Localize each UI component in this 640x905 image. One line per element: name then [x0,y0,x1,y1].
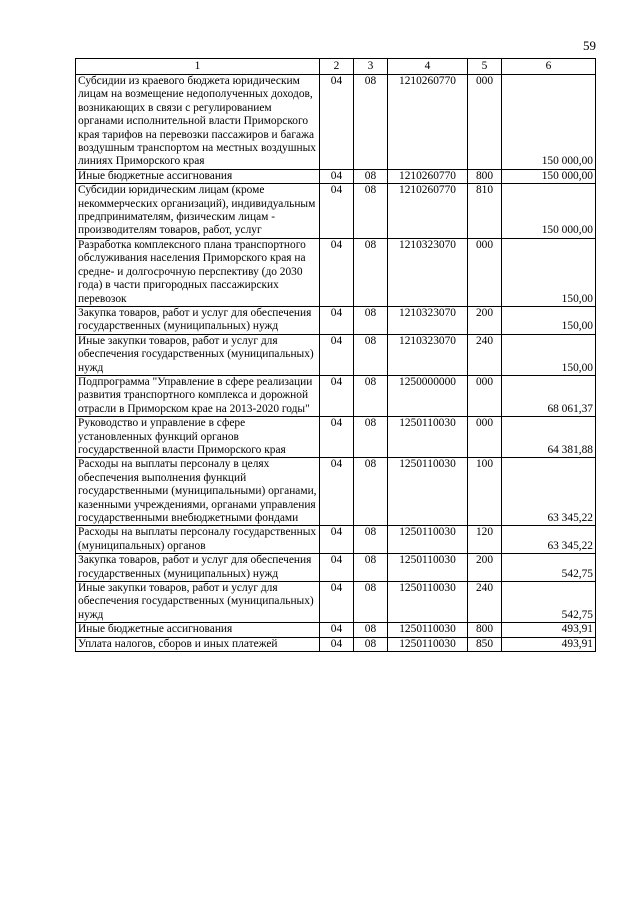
row-section-cell: 04 [320,184,354,239]
header-cell: 2 [320,59,354,75]
row-name-cell: Субсидии из краевого бюджета юридическим лицам на возмещение недополученных доходов, возникающих в связи с регулированием органами исполнительной власти Приморского края тарифов на перевозки пассажиров и багажа воздушным транспортом на местных воздушных линиях Приморского края [76,75,320,170]
table-row [76,417,596,458]
row-section-cell: 04 [320,554,354,582]
row-expense-type-cell: 120 [468,526,502,554]
row-target-article-cell: 1250110030 [388,458,468,526]
row-target-article-cell: 1250110030 [388,637,468,651]
row-section-cell: 04 [320,526,354,554]
row-subsection-cell: 08 [354,375,388,416]
row-section-cell: 04 [320,169,354,183]
row-expense-type-cell: 000 [468,238,502,306]
row-subsection-cell: 08 [354,582,388,623]
row-name-cell: Расходы на выплаты персоналу в целях обеспечения выполнения функций государственными (муниципальными) органами, казенными учреждениями, органами управления государственными внебюджетными фондами [76,458,320,526]
row-name-cell: Расходы на выплаты персоналу государственных (муниципальных) органов [76,526,320,554]
row-expense-type-cell: 240 [468,582,502,623]
row-name-cell: Подпрограмма "Управление в сфере реализации развития транспортного комплекса и дорожной отрасли в Приморском крае на 2013-2020 годы" [76,375,320,416]
table-row [76,526,596,554]
row-sum-cell: 150,00 [502,334,596,375]
row-target-article-cell: 1210323070 [388,306,468,334]
row-subsection-cell: 08 [354,184,388,239]
row-target-article-cell: 1250110030 [388,554,468,582]
row-name-cell: Руководство и управление в сфере установленных функций органов государственной власти Приморского края [76,417,320,458]
row-expense-type-cell: 810 [468,184,502,239]
row-sum-cell: 150 000,00 [502,184,596,239]
table-row [76,306,596,334]
row-target-article-cell: 1210260770 [388,75,468,170]
row-sum-cell: 68 061,37 [502,375,596,416]
row-section-cell: 04 [320,623,354,637]
row-expense-type-cell: 240 [468,334,502,375]
row-section-cell: 04 [320,75,354,170]
row-subsection-cell: 08 [354,526,388,554]
row-expense-type-cell: 200 [468,306,502,334]
row-target-article-cell: 1250110030 [388,526,468,554]
row-sum-cell: 150,00 [502,306,596,334]
header-cell: 6 [502,59,596,75]
header-cell: 1 [76,59,320,75]
row-sum-cell: 63 345,22 [502,526,596,554]
row-section-cell: 04 [320,417,354,458]
row-target-article-cell: 1250110030 [388,417,468,458]
row-section-cell: 04 [320,238,354,306]
row-subsection-cell: 08 [354,238,388,306]
row-subsection-cell: 08 [354,623,388,637]
row-expense-type-cell: 800 [468,169,502,183]
row-subsection-cell: 08 [354,417,388,458]
row-target-article-cell: 1210323070 [388,238,468,306]
row-subsection-cell: 08 [354,75,388,170]
row-name-cell: Разработка комплексного плана транспортного обслуживания населения Приморского края на средне- и долгосрочную перспективу (до 2030 года) в части пригородных пассажирских перевозок [76,238,320,306]
row-name-cell: Иные бюджетные ассигнования [76,623,320,637]
row-sum-cell: 542,75 [502,582,596,623]
row-name-cell: Иные закупки товаров, работ и услуг для обеспечения государственных (муниципальных) нужд [76,334,320,375]
row-expense-type-cell: 800 [468,623,502,637]
row-subsection-cell: 08 [354,637,388,651]
header-cell: 5 [468,59,502,75]
row-expense-type-cell: 000 [468,75,502,170]
table-row [76,554,596,582]
row-expense-type-cell: 000 [468,375,502,416]
row-section-cell: 04 [320,637,354,651]
table-header-row [76,59,596,75]
row-target-article-cell: 1210260770 [388,169,468,183]
row-subsection-cell: 08 [354,554,388,582]
row-sum-cell: 493,91 [502,637,596,651]
row-section-cell: 04 [320,306,354,334]
row-sum-cell: 150 000,00 [502,169,596,183]
row-name-cell: Закупка товаров, работ и услуг для обеспечения государственных (муниципальных) нужд [76,306,320,334]
table-row [76,637,596,651]
row-target-article-cell: 1250110030 [388,623,468,637]
row-target-article-cell: 1210323070 [388,334,468,375]
row-target-article-cell: 1250110030 [388,582,468,623]
row-name-cell: Иные закупки товаров, работ и услуг для обеспечения государственных (муниципальных) нужд [76,582,320,623]
row-expense-type-cell: 000 [468,417,502,458]
row-expense-type-cell: 200 [468,554,502,582]
row-subsection-cell: 08 [354,334,388,375]
row-section-cell: 04 [320,582,354,623]
row-name-cell: Иные бюджетные ассигнования [76,169,320,183]
row-sum-cell: 493,91 [502,623,596,637]
row-subsection-cell: 08 [354,169,388,183]
row-section-cell: 04 [320,334,354,375]
row-sum-cell: 63 345,22 [502,458,596,526]
row-name-cell: Субсидии юридическим лицам (кроме некоммерческих организаций), индивидуальным предпринимателям, физическим лицам - производителям товаров, работ, услуг [76,184,320,239]
budget-table [75,58,596,652]
row-name-cell: Уплата налогов, сборов и иных платежей [76,637,320,651]
table-row [76,375,596,416]
row-section-cell: 04 [320,458,354,526]
page-number: 59 [583,38,596,53]
table-row [76,238,596,306]
row-expense-type-cell: 850 [468,637,502,651]
row-name-cell: Закупка товаров, работ и услуг для обеспечения государственных (муниципальных) нужд [76,554,320,582]
row-sum-cell: 150 000,00 [502,75,596,170]
table-row [76,458,596,526]
row-target-article-cell: 1210260770 [388,184,468,239]
table-row [76,334,596,375]
header-cell: 4 [388,59,468,75]
table-row [76,75,596,170]
table-row [76,623,596,637]
row-target-article-cell: 1250000000 [388,375,468,416]
row-sum-cell: 542,75 [502,554,596,582]
table-row [76,582,596,623]
row-sum-cell: 150,00 [502,238,596,306]
table-row [76,169,596,183]
row-sum-cell: 64 381,88 [502,417,596,458]
row-subsection-cell: 08 [354,306,388,334]
row-subsection-cell: 08 [354,458,388,526]
row-section-cell: 04 [320,375,354,416]
row-expense-type-cell: 100 [468,458,502,526]
table-row [76,184,596,239]
header-cell: 3 [354,59,388,75]
